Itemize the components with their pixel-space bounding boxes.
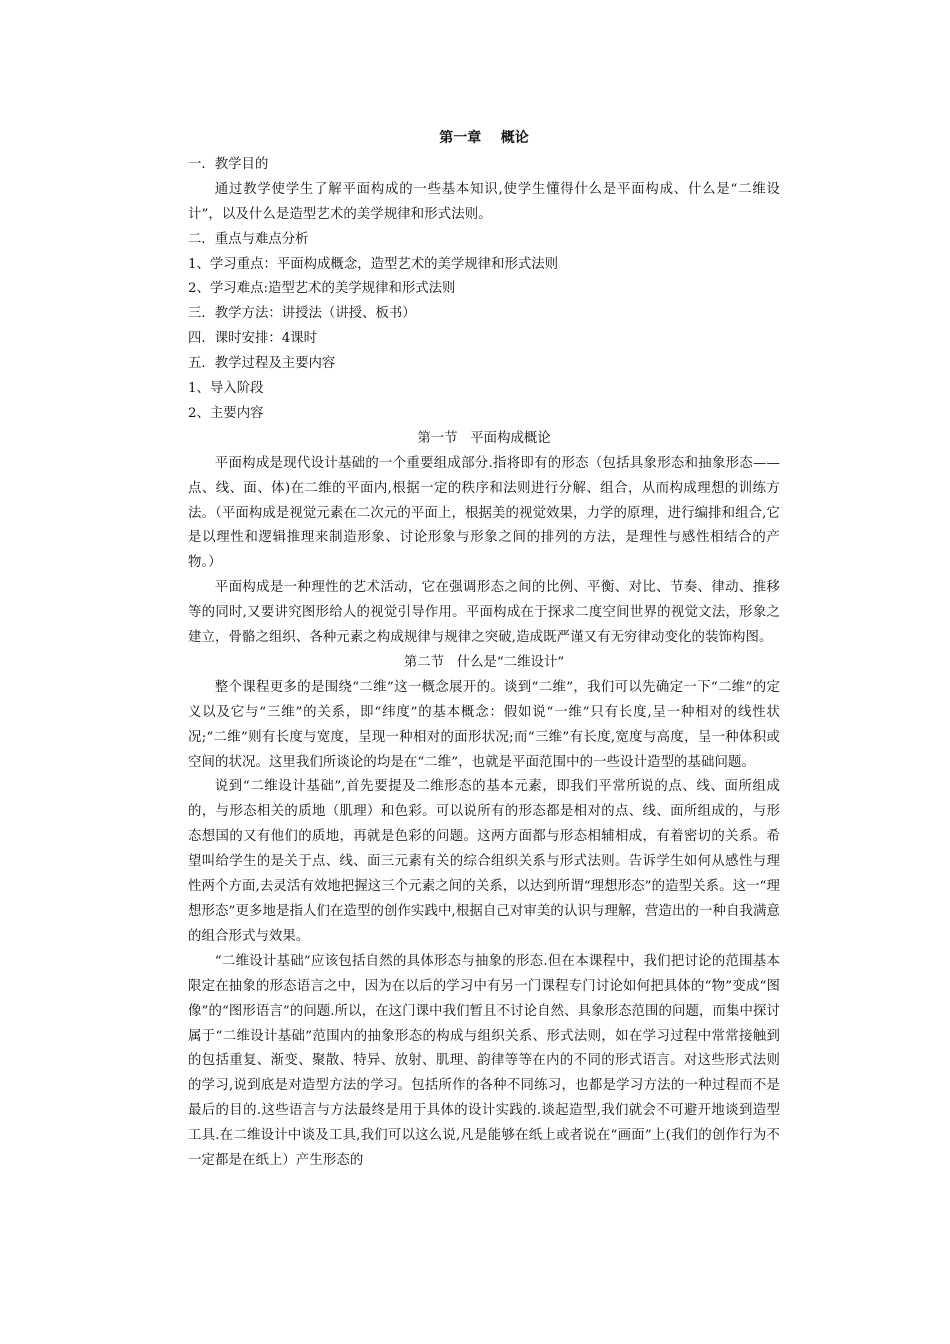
section-2-paragraph-1: 整个课程更多的是围绕“二维”这一概念展开的。谈到“二维”，我们可以先确定一下“二维”的定义以及它与“三维”的关系，即“纬度”的基本概念：假如说“一维”只有长度,呈一种相对的线性状况;“二维”则有长度与宽度，呈现一种相对的面形状况;而“三维”有长度,宽度与高度，呈一种体积或空间的状况。这里我们所谈论的均是在“二维”，也就是平面范围中的一些设计造型的基础问题。 xyxy=(188,679,780,770)
outline-subitem-intro: 1、导入阶段 xyxy=(188,381,264,397)
outline-item-process: 五．教学过程及主要内容 xyxy=(188,356,336,372)
section-2-title: 第二节 什么是“二维设计” xyxy=(403,654,565,670)
objectives-paragraph: 通过教学使学生了解平面构成的一些基本知识,使学生懂得什么是平面构成、什么是“二维设计”，以及什么是造型艺术的美学规律和形式法则。 xyxy=(188,181,780,222)
chapter-title: 第一章 概论 xyxy=(439,130,529,146)
outline-item-objectives: 一．教学目的 xyxy=(188,157,269,172)
section-1-title: 第一节 平面构成概论 xyxy=(417,430,551,446)
outline-subitem-focus: 1、学习重点：平面构成概念，造型艺术的美学规律和形式法则 xyxy=(188,256,559,272)
outline-item-hours: 四．课时安排：4课时 xyxy=(188,331,318,347)
outline-item-method: 三．教学方法：讲授法（讲授、板书） xyxy=(188,306,416,322)
section-2-paragraph-2: 说到“二维设计基础”,首先要提及二维形态的基本元素，即我们平常所说的点、线、面所组成的，与形态相关的质地（肌理）和色彩。可以说所有的形态都是相对的点、线、面所组成的，与形态想国的又有他们的质地，再就是色彩的问题。这两方面都与形态相辅相成，有着密切的关系。希望叫给学生的是关于点、线、面三元素有关的综合组织关系与形式法则。告诉学生如何从感性与理性两个方面,去灵活有效地把握这三个元素之间的关系，以达到所谓“理想形态”的造型关系。这一“理想形态”更多地是指人们在造型的创作实践中,根据自己对审美的认识与理解，营造出的一种自我满意的组合形式与效果。 xyxy=(188,779,780,944)
section-1-paragraph-1: 平面构成是现代设计基础的一个重要组成部分.指将即有的形态（包括具象形态和抽象形态——点、线、面、体)在二维的平面内,根据一定的秩序和法则进行分解、组合，从而构成理想的训练方法。（平面构成是视觉元素在二次元的平面上，根据美的视觉效果，力学的原理，进行编排和组合,它是以理性和逻辑推理来制造形象、讨论形象与形象之间的排列的方法，是理性与感性相结合的产物。） xyxy=(188,455,780,571)
outline-subitem-content: 2、主要内容 xyxy=(188,405,264,421)
outline-subitem-difficulty: 2、学习难点:造型艺术的美学规律和形式法则 xyxy=(188,281,456,297)
outline-item-key-points: 二．重点与难点分析 xyxy=(188,231,309,247)
document-page xyxy=(188,128,780,1174)
section-1-paragraph-2: 平面构成是一种理性的艺术活动，它在强调形态之间的比例、平衡、对比、节奏、律动、推移等的同时,又要讲究图形给人的视觉引导作用。平面构成在于探求二度空间世界的视觉文法，形象之建立，骨骼之组织、各种元素之构成规律与规律之突破,造成既严谨又有无穷律动变化的装饰构图。 xyxy=(188,580,780,646)
section-2-paragraph-3: “二维设计基础”应该包括自然的具体形态与抽象的形态.但在本课程中，我们把讨论的范围基本限定在抽象的形态语言之中，因为在以后的学习中有另一门课程专门讨论如何把具体的“物”变成“图像”的“图形语言”的问题.所以，在这门课中我们暂且不讨论自然、具象形态范围的问题，而集中探讨属于“二维设计基础”范围内的抽象形态的构成与组织关系、形式法则，如在学习过程中常常接触到的包括重复、渐变、聚散、特异、放射、肌理、韵律等等在内的不同的形式语言。对这些形式法则的学习,说到底是对造型方法的学习。包括所作的各种不同练习，也都是学习方法的一种过程而不是最后的目的.这些语言与方法最终是用于具体的设计实践的.谈起造型,我们就会不可避开地谈到造型工具.在二维设计中谈及工具,我们可以这么说,凡是能够在纸上或者说在“画面”上(我们的创作行为不一定都是在纸上）产生形态的 xyxy=(188,953,780,1169)
